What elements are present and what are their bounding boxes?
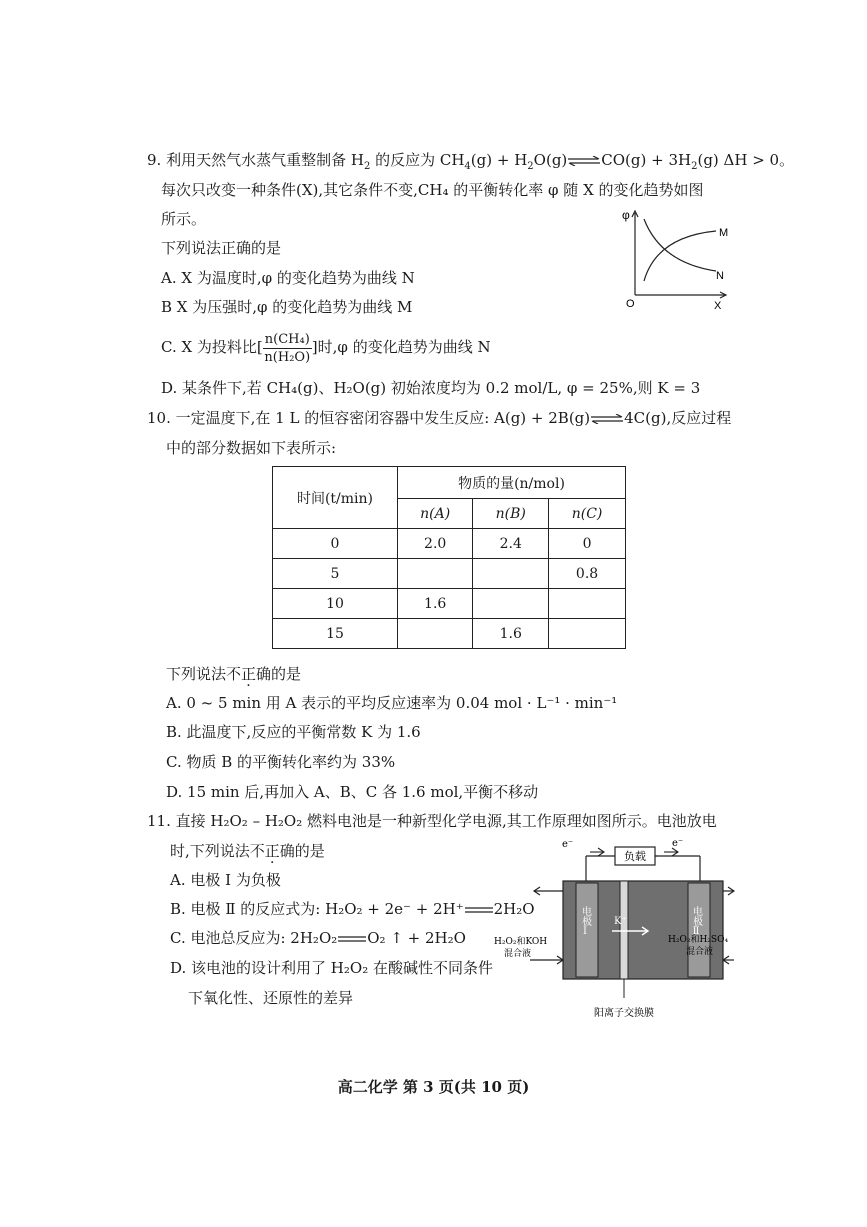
time-header: 时间(t/min) [273, 467, 398, 529]
q9-stem: 下列说法正确的是 [161, 239, 282, 257]
col-header-c: n(C) [549, 499, 626, 529]
graph-curve-n-label: N [716, 270, 724, 282]
table-cell: 10 [273, 589, 398, 619]
table-cell: 15 [273, 619, 398, 649]
table-cell [398, 559, 473, 589]
q9-line3: 所示。 [161, 210, 207, 228]
emphasis-text: 不正确 [226, 665, 272, 683]
electrode-1-label: 电极Ⅰ [579, 906, 591, 937]
table-cell: 1.6 [473, 619, 549, 649]
equals-arrow-icon [337, 935, 367, 943]
col-header-a: n(A) [398, 499, 473, 529]
electron-label-right: e⁻ [672, 838, 684, 849]
table-cell: 1.6 [398, 589, 473, 619]
table-cell [473, 559, 549, 589]
emphasis-text: 不正确 [249, 842, 295, 860]
left-inlet-label-2: 混合液 [504, 949, 532, 959]
electron-label-left: e⁻ [562, 839, 574, 850]
table-cell: 0 [273, 529, 398, 559]
table-cell [549, 619, 626, 649]
table-cell [398, 619, 473, 649]
col-header-b: n(B) [473, 499, 549, 529]
graph-curve-m-label: M [719, 227, 729, 239]
table-row [273, 559, 626, 589]
equilibrium-arrow-icon [567, 156, 601, 166]
table-cell [473, 589, 549, 619]
table-row [273, 619, 626, 649]
q11-option-d-1: D. 该电池的设计利用了 H₂O₂ 在酸碱性不同条件 [170, 959, 493, 977]
q9-line1: 9. 利用天然气水蒸气重整制备 $H_2$ 的反应为 $CH_4(g) + H_2O(g) CO(g) + 3H_2(g) \Delta H > 0$。 [147, 151, 795, 172]
graph-origin: O [626, 298, 635, 310]
right-inlet-label-2: 混合液 [686, 947, 714, 957]
q11-stem: 时,下列说法不正确的是 [170, 842, 325, 860]
page-footer: 高二化学 第 3 页(共 10 页) [337, 1078, 530, 1096]
q11-option-a: A. 电极 Ⅰ 为负极 [170, 871, 281, 889]
table-cell: 2.4 [473, 529, 549, 559]
q10-stem: 下列说法不正确的是 [166, 665, 302, 683]
membrane [620, 881, 628, 979]
q9-option-c: C. X 为投料比[ $\frac{\text{n(CH₄)}}{\text{n(H₂O)}}$ ]时,φ 的变化趋势为曲线 N [161, 331, 491, 365]
fuel-cell-diagram [490, 836, 735, 1026]
table-cell: 2.0 [398, 529, 473, 559]
q11-option-b: B. 电极 Ⅱ 的反应式为: H₂O₂ + 2e⁻ + 2H⁺ 2H₂O [170, 900, 535, 918]
equilibrium-arrow-icon [590, 414, 624, 424]
q10-line1: 10. 一定温度下,在 1 L 的恒容密闭容器中发生反应: A(g) + 2B(g) 4C(g),反应过程 [147, 409, 732, 427]
table-cell: 0.8 [549, 559, 626, 589]
right-inlet-label: H₂O₂和H₂SO₄ [668, 935, 729, 945]
graph-y-label: φ [622, 208, 630, 222]
q11-option-d-2: 下氧化性、还原性的差异 [188, 989, 354, 1007]
ion-label: K⁺ [614, 916, 627, 927]
q9-option-b: B X 为压强时,φ 的变化趋势为曲线 M [161, 298, 413, 316]
q10-option-b: B. 此温度下,反应的平衡常数 K 为 1.6 [166, 723, 421, 741]
electrode-2-label: 电极Ⅱ [690, 906, 702, 937]
table-cell: 5 [273, 559, 398, 589]
table-cell [549, 589, 626, 619]
ratio-fraction: $\frac{\text{n(CH₄)}}{\text{n(H₂O)}}$ [264, 331, 311, 365]
membrane-label: 阳离子交换膜 [594, 1008, 654, 1019]
left-inlet-label: H₂O₂和KOH [494, 937, 548, 947]
q10-option-d: D. 15 min 后,再加入 A、B、C 各 1.6 mol,平衡不移动 [166, 783, 539, 801]
table-header-row [273, 467, 626, 499]
q11-option-c: C. 电池总反应为: 2H₂O₂ O₂ ↑ + 2H₂O [170, 929, 466, 947]
q11-line1: 11. 直接 H₂O₂ – H₂O₂ 燃料电池是一种新型化学电源,其工作原理如图所示。电池放电 [147, 812, 717, 830]
q10-option-a: A. 0 ~ 5 min 用 A 表示的平均反应速率为 0.04 mol · L⁻¹ · min⁻¹ [166, 694, 618, 712]
q10-data-table [272, 466, 626, 649]
table-row [273, 589, 626, 619]
curve-n [644, 219, 716, 271]
amount-header: 物质的量(n/mol) [398, 467, 626, 499]
q10-option-c: C. 物质 B 的平衡转化率约为 33% [166, 753, 396, 771]
table-cell: 0 [549, 529, 626, 559]
q9-option-a: A. X 为温度时,φ 的变化趋势为曲线 N [161, 269, 415, 287]
load-label: 负载 [624, 850, 646, 863]
q9-option-d: D. 某条件下,若 CH₄(g)、H₂O(g) 初始浓度均为 0.2 mol/L, φ = 25%,则 K = 3 [161, 379, 701, 397]
table-row [273, 529, 626, 559]
graph-x-label: X [714, 300, 722, 312]
q10-line2: 中的部分数据如下表所示: [166, 439, 337, 457]
q9-line2: 每次只改变一种条件(X),其它条件不变,CH₄ 的平衡转化率 φ 随 X 的变化趋势如图 [161, 181, 704, 199]
q9-graph [620, 205, 730, 315]
